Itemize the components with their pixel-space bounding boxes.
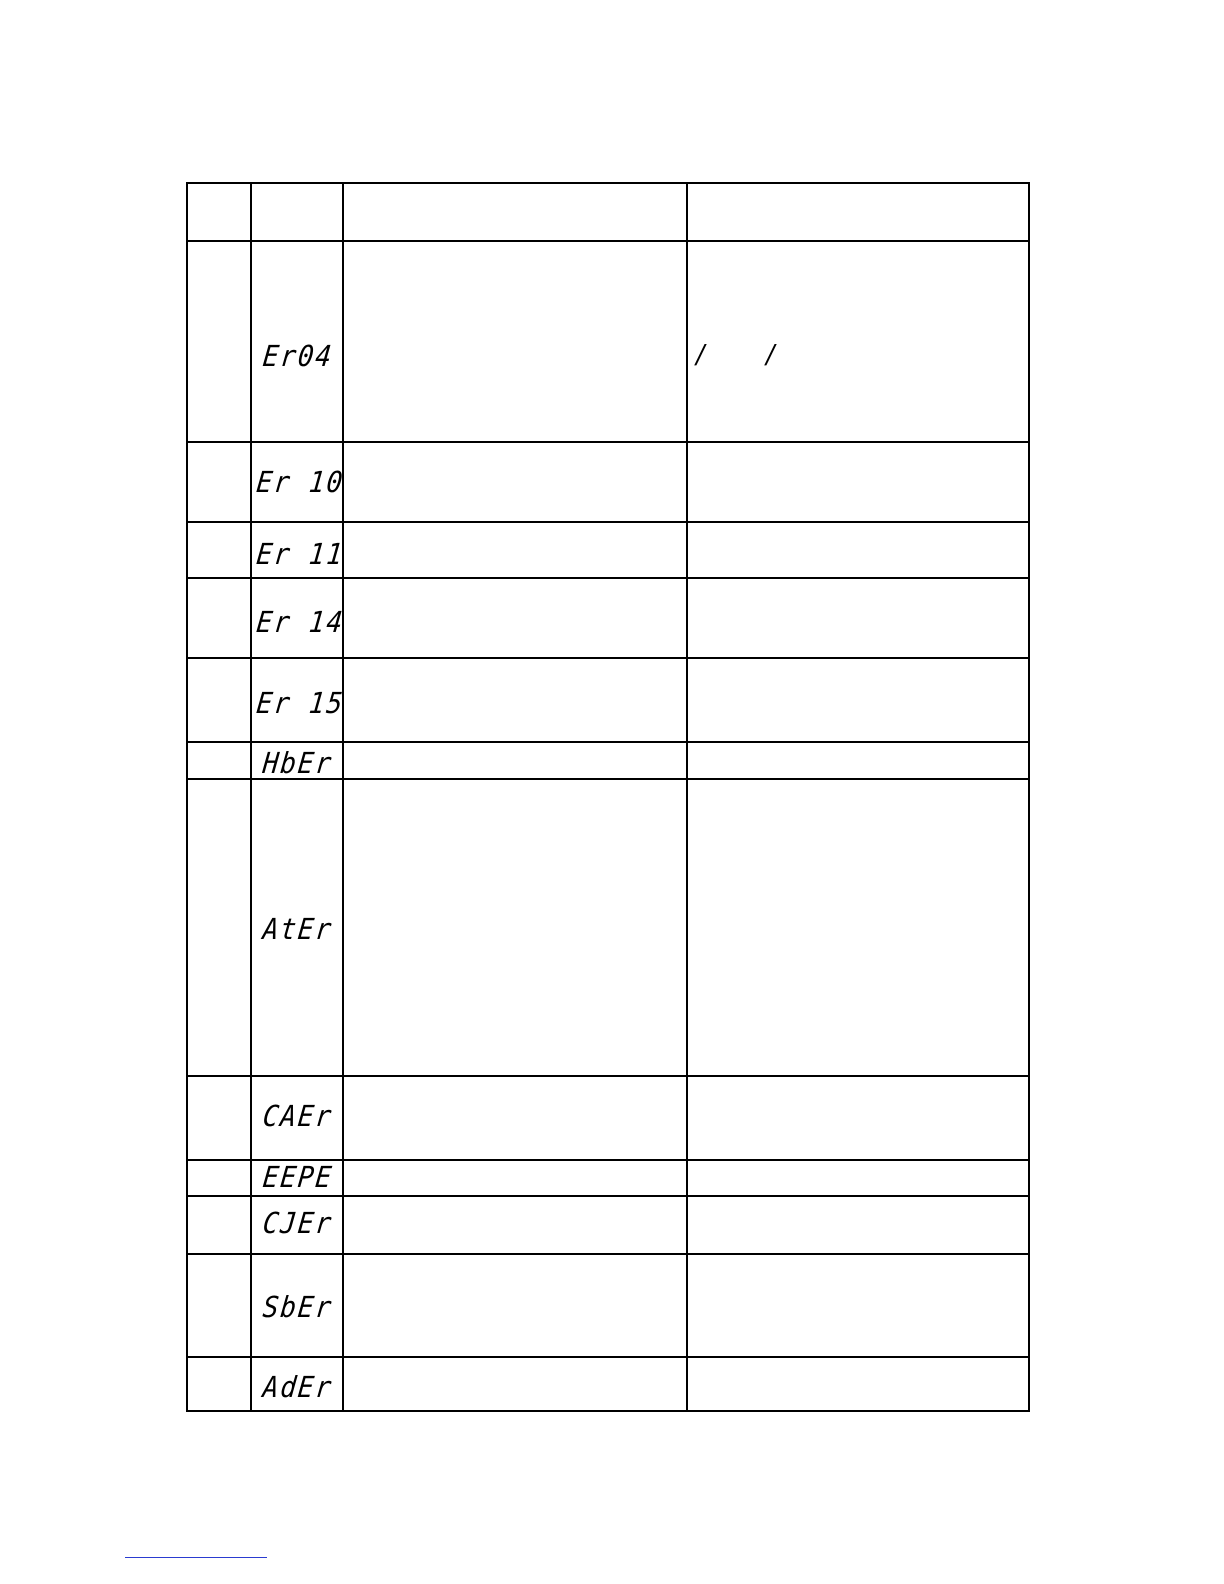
row-divider: [188, 741, 1028, 743]
footer-rule: [125, 1557, 267, 1558]
error-code-er15: Er 15: [254, 686, 347, 720]
row-divider: [188, 441, 1028, 443]
row-divider: [188, 1253, 1028, 1255]
error-code-ader: AdEr: [261, 1370, 335, 1404]
error-code-er14: Er 14: [254, 605, 347, 639]
error-code-er10: Er 10: [254, 465, 347, 499]
error-code-eepe: EEPE: [261, 1160, 335, 1194]
error-code-sber: SbEr: [261, 1290, 335, 1324]
slash-mark: /: [693, 340, 708, 370]
column-divider: [342, 184, 344, 1410]
error-code-cjer: CJEr: [261, 1206, 335, 1240]
error-code-er04: Er04: [261, 339, 335, 373]
column-divider: [686, 184, 688, 1410]
row-divider: [188, 1195, 1028, 1197]
error-code-er11: Er 11: [254, 537, 347, 571]
error-code-table: [186, 182, 1030, 1412]
row-divider: [188, 240, 1028, 242]
row-divider: [188, 577, 1028, 579]
error-code-ater: AtEr: [261, 912, 335, 946]
row-divider: [188, 657, 1028, 659]
error-code-caer: CAEr: [261, 1099, 335, 1133]
row-divider: [188, 521, 1028, 523]
row-divider: [188, 1356, 1028, 1358]
error-code-hber: HbEr: [261, 746, 335, 780]
row-divider: [188, 1075, 1028, 1077]
slash-mark: /: [763, 340, 778, 370]
column-divider: [250, 184, 252, 1410]
